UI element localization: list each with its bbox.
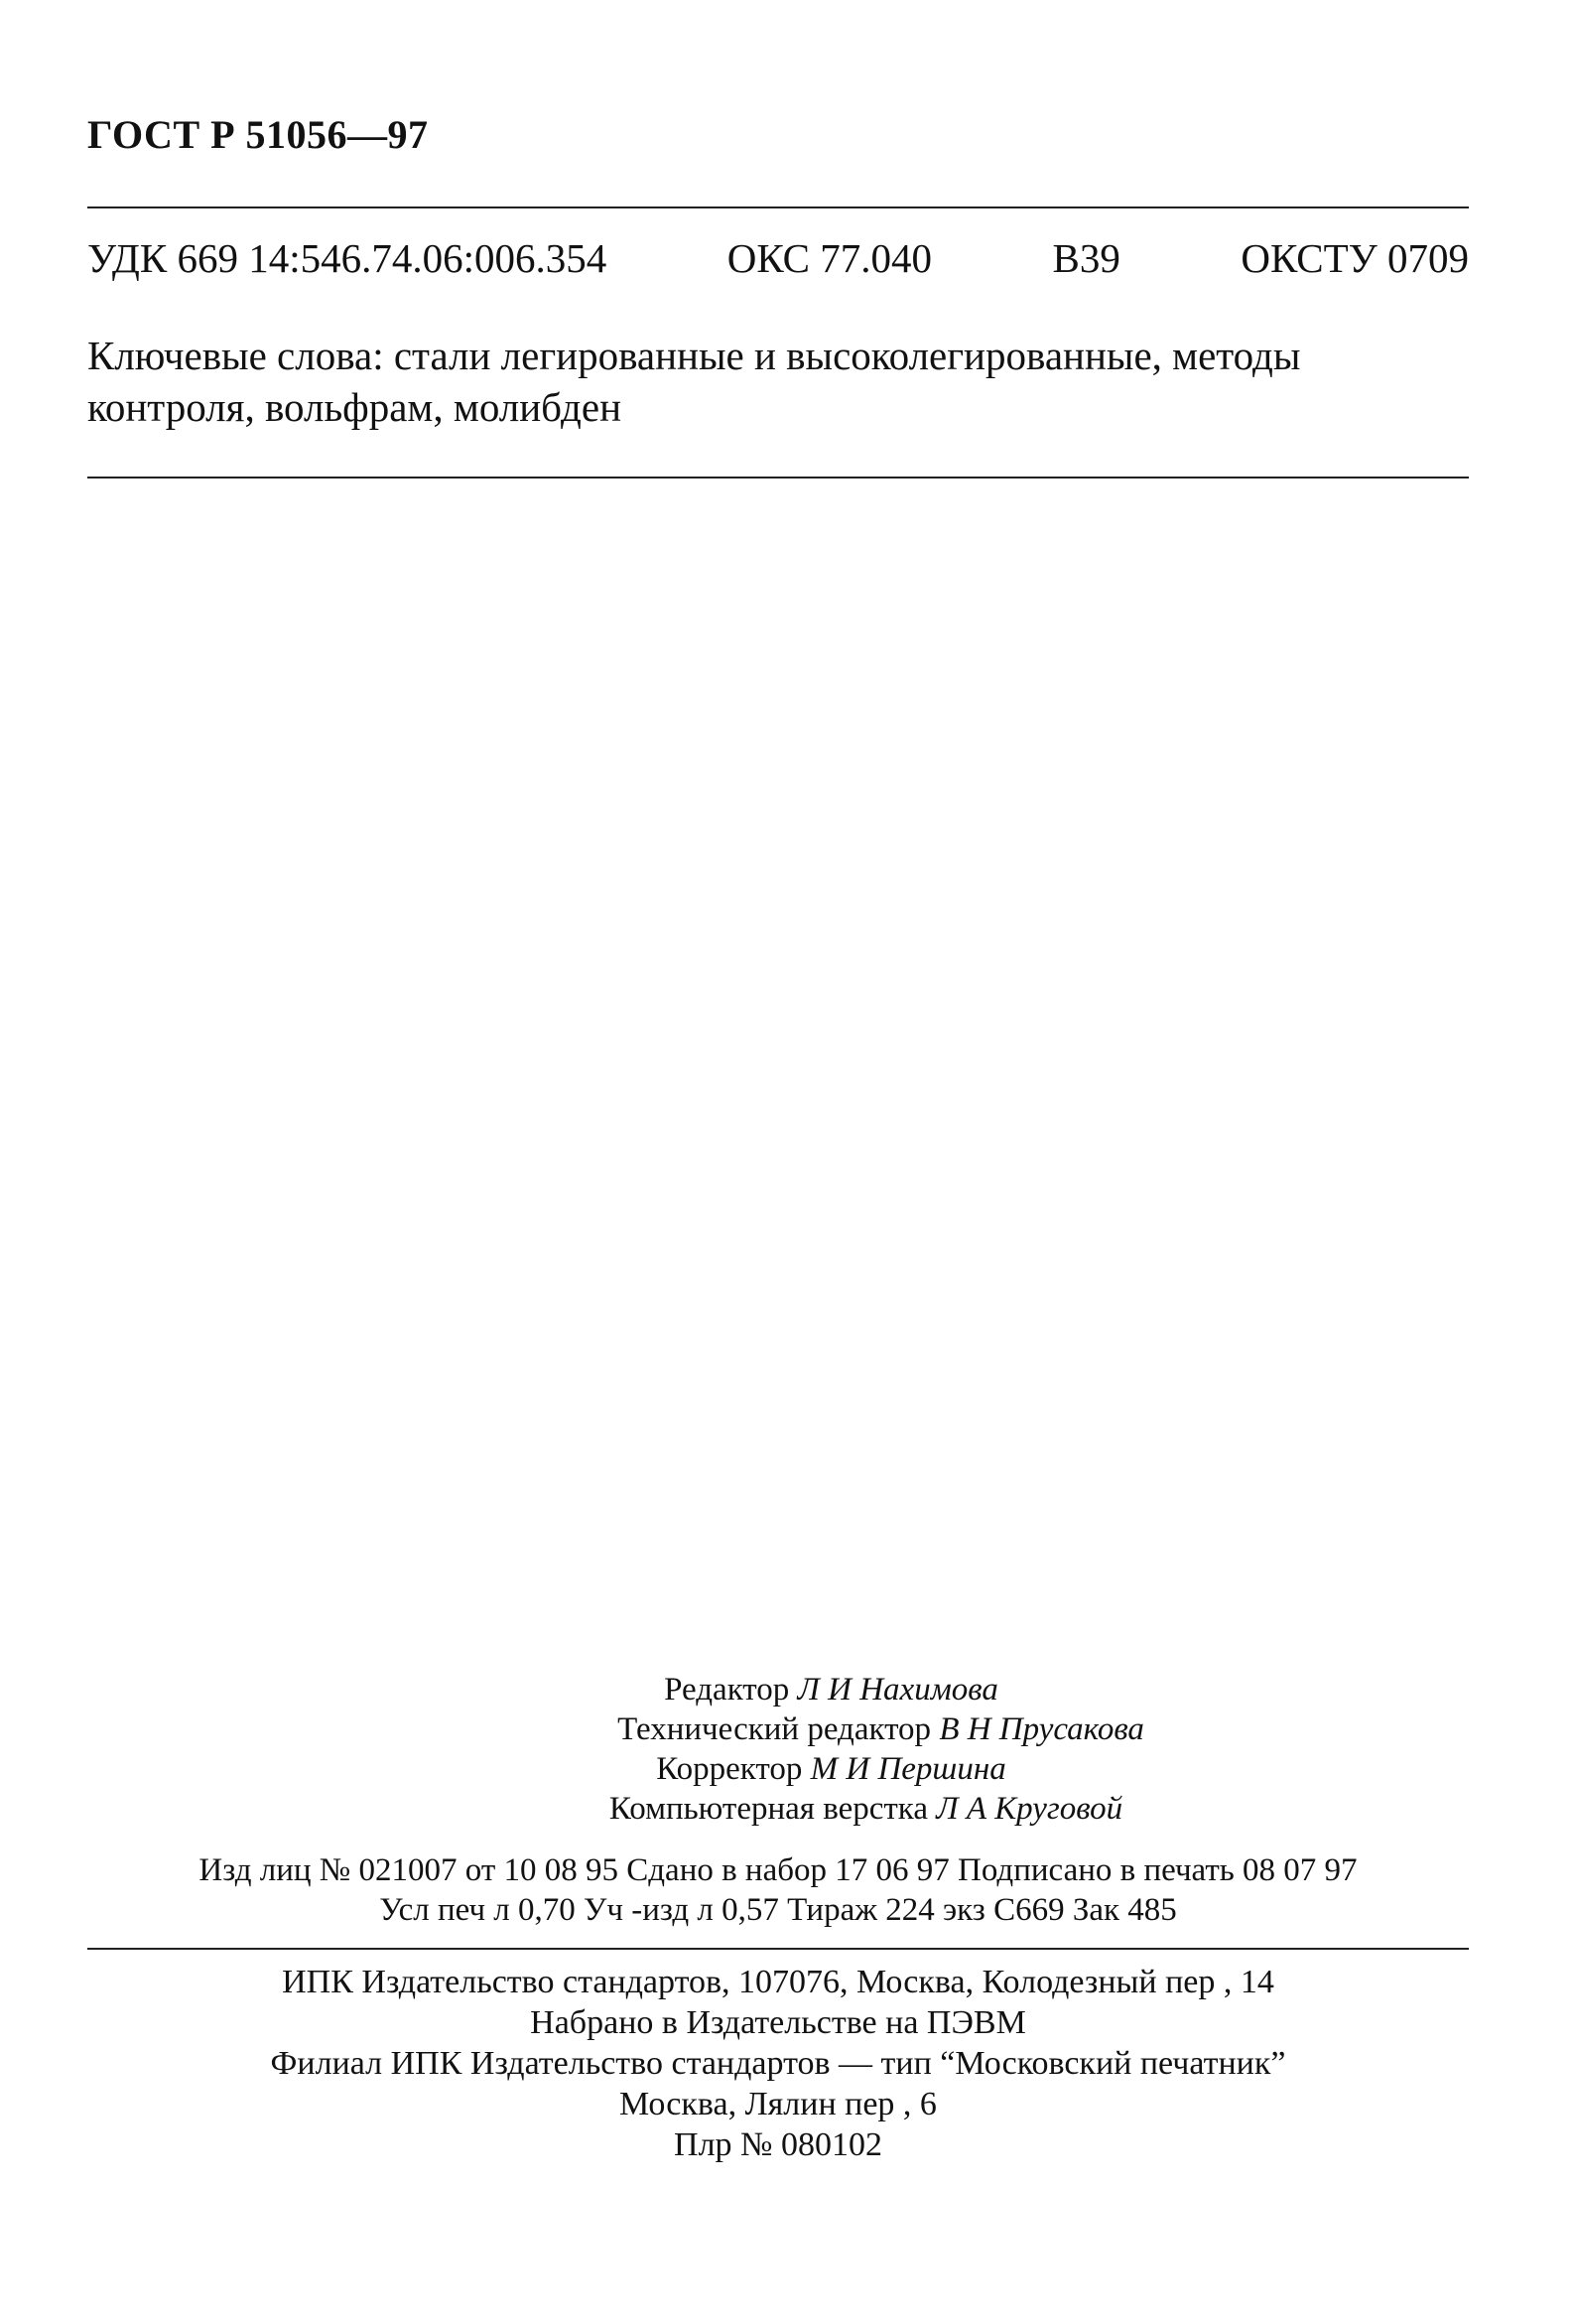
udk-code: УДК 669 14:546.74.06:006.354 [87, 235, 607, 281]
editor-label: Редактор [664, 1672, 790, 1708]
layout-name: Л А Круговой [936, 1791, 1123, 1827]
group-code: В39 [1052, 235, 1120, 281]
corrector-label: Корректор [656, 1751, 803, 1787]
layout-label: Компьютерная верстка [608, 1791, 928, 1827]
corrector-name: М И Першина [810, 1751, 1006, 1787]
imprint-block [87, 1850, 1469, 1930]
keywords-divider [87, 477, 1469, 478]
publisher-line-4: Москва, Лялин пер , 6 [619, 2086, 937, 2122]
corrector-row [0, 1749, 1575, 1789]
top-divider [87, 206, 1469, 208]
keywords-line-1: Ключевые слова: стали легированные и высоколегированные, методы [87, 333, 1301, 378]
imprint-line-1: Изд лиц № 021007 от 10 08 95 Сдано в набор 17 06 97 Подписано в печать 08 07 97 [198, 1852, 1358, 1888]
keywords-line-2: контроля, вольфрам, молибден [87, 384, 622, 430]
tech-editor-name: В Н Прусакова [939, 1711, 1144, 1747]
okstu-code: ОКСТУ 0709 [1241, 235, 1469, 281]
publisher-line-3: Филиал ИПК Издательство стандартов — тип “Московский печатник” [270, 2045, 1286, 2082]
publisher-line-5: Плр № 080102 [674, 2126, 882, 2163]
editor-row [0, 1670, 1575, 1709]
imprint-divider [87, 1948, 1469, 1950]
keywords-block [87, 330, 1477, 433]
tech-editor-row [0, 1709, 1575, 1749]
imprint-line-2: Усл печ л 0,70 Уч -изд л 0,57 Тираж 224 экз С669 Зак 485 [379, 1892, 1177, 1928]
publisher-line-2: Набрано в Издательстве на ПЭВМ [530, 2004, 1026, 2041]
standard-number: ГОСТ Р 51056—97 [87, 112, 429, 157]
classification-codes [87, 234, 1469, 282]
publisher-block [87, 1962, 1469, 2165]
publisher-line-1: ИПК Издательство стандартов, 107076, Москва, Колодезный пер , 14 [282, 1964, 1274, 2000]
layout-row [0, 1789, 1575, 1829]
oks-code: ОКС 77.040 [726, 235, 933, 281]
editor-name: Л И Нахимова [797, 1672, 998, 1708]
tech-editor-label: Технический редактор [617, 1711, 932, 1747]
credits-block [0, 1670, 1575, 1829]
